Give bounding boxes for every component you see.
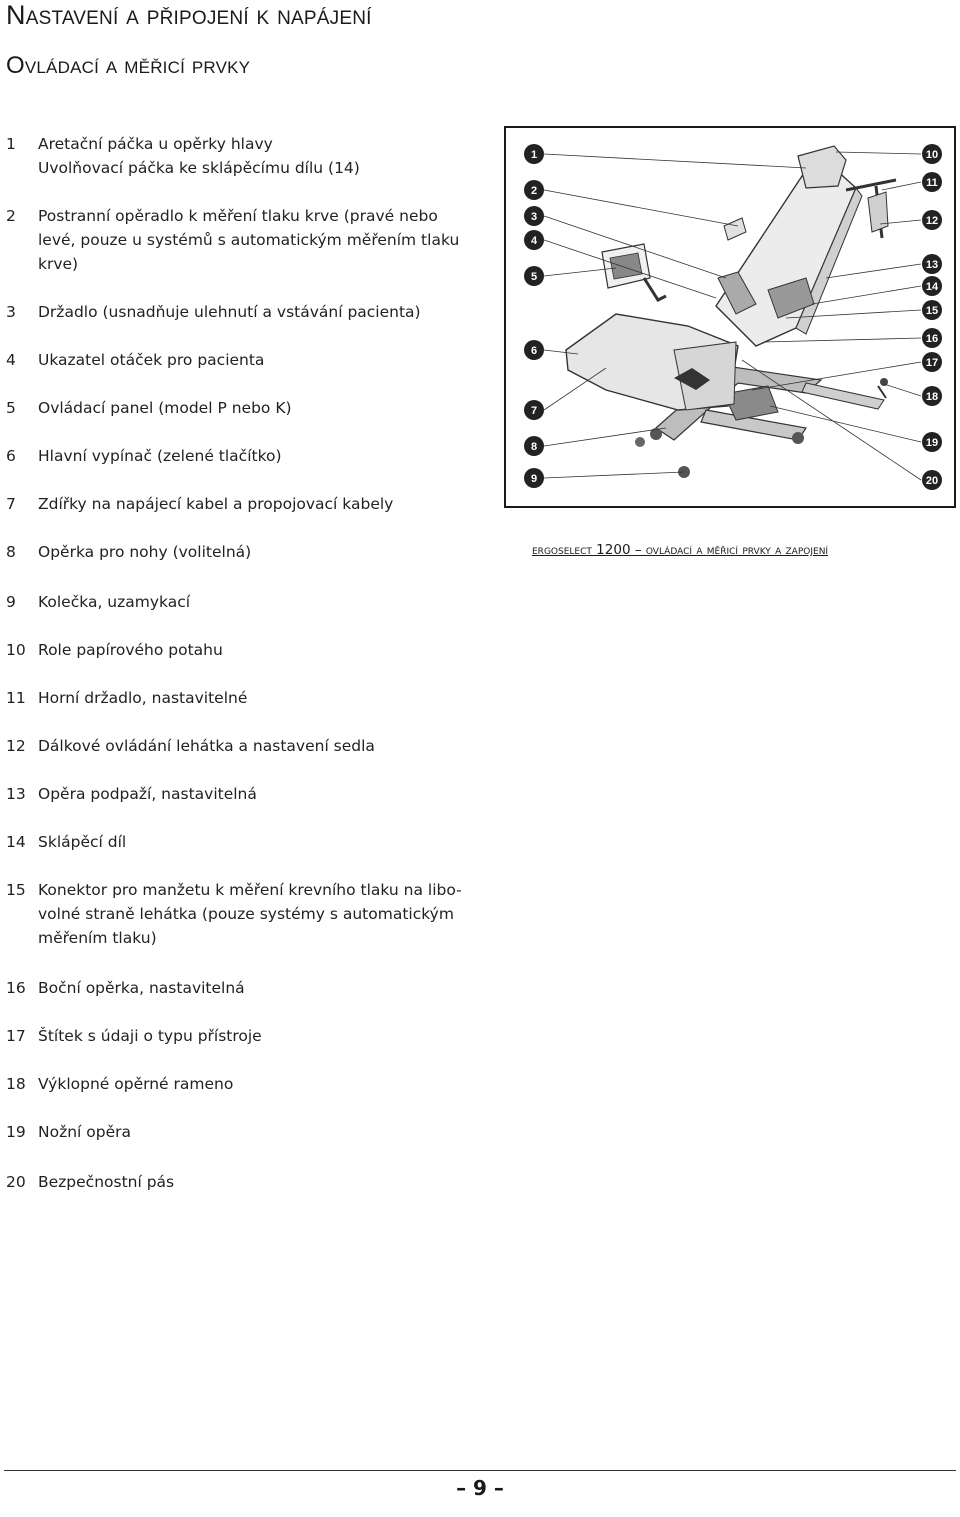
callout-label: 1 <box>530 149 538 161</box>
legend-item-line: Uvolňovací páčka ke sklápěcímu dílu (14) <box>38 159 360 177</box>
legend-item-text <box>38 976 468 1000</box>
callout-leader-line <box>742 360 921 480</box>
legend-item-text <box>38 734 468 758</box>
legend-item-line: Bezpečnostní pás <box>38 1173 175 1191</box>
legend-item-text <box>38 590 468 614</box>
callout-label: 3 <box>530 211 538 223</box>
legend-item-number: 14 <box>6 833 26 851</box>
legend-item-line: Opěrka pro nohy (volitelná) <box>38 543 252 561</box>
callout-12 <box>922 210 942 230</box>
legend-item-number: 13 <box>6 785 26 803</box>
callout-6 <box>524 340 544 360</box>
callout-14 <box>922 276 942 296</box>
legend-item-text <box>38 1120 468 1144</box>
callout-label: 10 <box>925 149 939 161</box>
page-title: Nastavení a připojení k napájení <box>6 0 372 30</box>
legend-item-text <box>38 492 468 516</box>
legend-item-number: 2 <box>6 207 16 225</box>
legend-item-line: měřením tlaku) <box>38 929 157 947</box>
callout-2 <box>524 180 544 200</box>
callout-leader-line <box>812 286 921 304</box>
legend-item-line: Hlavní vypínač (zelené tlačítko) <box>38 447 282 465</box>
legend-item-line: Postranní opěradlo k měření tlaku krve (pravé nebo <box>38 207 438 225</box>
legend-item-number: 8 <box>6 543 16 561</box>
callout-leader-line <box>544 428 666 446</box>
legend-item-number: 11 <box>6 689 26 707</box>
legend-item-text <box>38 300 468 324</box>
legend-item-text <box>38 132 468 180</box>
section-title: Ovládací a měřicí prvky <box>6 52 251 79</box>
callout-label: 6 <box>530 345 538 357</box>
callouts-left <box>524 144 544 488</box>
legend-item-number: 6 <box>6 447 16 465</box>
callout-11 <box>922 172 942 192</box>
legend-item-line: Opěra podpaží, nastavitelná <box>38 785 257 803</box>
legend-item-text <box>38 540 468 564</box>
legend-item-text <box>38 878 468 950</box>
legend-item-text <box>38 348 468 372</box>
legend-item-number: 1 <box>6 135 16 153</box>
legend-item-line: volné straně lehátka (pouze systémy s automatickým <box>38 905 454 923</box>
callout-leader-line <box>882 182 921 190</box>
legend-item-number: 18 <box>6 1075 26 1093</box>
callout-leader-line <box>836 152 921 154</box>
callout-label: 15 <box>925 305 939 317</box>
ergometer-drawing <box>566 146 896 478</box>
legend-item-number: 7 <box>6 495 16 513</box>
callout-label: 12 <box>925 215 939 227</box>
legend-item-text <box>38 1024 468 1048</box>
device-figure <box>504 126 956 508</box>
callout-9 <box>524 468 544 488</box>
callout-label: 2 <box>530 185 538 197</box>
legend-item-line: Boční opěrka, nastavitelná <box>38 979 245 997</box>
callout-4 <box>524 230 544 250</box>
legend-item-text <box>38 396 468 420</box>
legend-item-line: Ukazatel otáček pro pacienta <box>38 351 265 369</box>
callout-label: 20 <box>925 475 939 487</box>
legend-item-text <box>38 638 468 662</box>
legend-item-number: 16 <box>6 979 26 997</box>
footer-divider <box>4 1470 956 1471</box>
callout-label: 5 <box>530 271 538 283</box>
callout-label: 18 <box>925 391 939 403</box>
legend-item-text <box>38 686 468 710</box>
callout-1 <box>524 144 544 164</box>
callout-13 <box>922 254 942 274</box>
callout-label: 8 <box>530 441 538 453</box>
callout-leader-line <box>884 384 921 396</box>
legend-item-number: 4 <box>6 351 16 369</box>
callout-label: 19 <box>925 437 939 449</box>
legend-item-text <box>38 782 468 806</box>
callout-leader-line <box>544 472 684 478</box>
callout-17 <box>922 352 942 372</box>
callout-leader-line <box>544 154 806 168</box>
callout-16 <box>922 328 942 348</box>
legend-item-text <box>38 444 468 468</box>
legend-item-number: 15 <box>6 881 26 899</box>
legend-item-line: Štítek s údaji o typu přístroje <box>38 1027 262 1045</box>
callout-label: 4 <box>530 235 538 247</box>
legend-item-text <box>38 1072 468 1096</box>
legend-item-line: Sklápěcí díl <box>38 833 127 851</box>
callouts-right <box>922 144 942 490</box>
legend-item-text <box>38 830 468 854</box>
callout-10 <box>922 144 942 164</box>
legend-item-number: 5 <box>6 399 16 417</box>
legend-item-number: 17 <box>6 1027 26 1045</box>
legend-item-line: Zdířky na napájecí kabel a propojovací kabely <box>38 495 394 513</box>
callout-label: 14 <box>925 281 939 293</box>
legend-item-number: 12 <box>6 737 26 755</box>
legend-item-line: Konektor pro manžetu k měření krevního tlaku na libo- <box>38 881 462 899</box>
legend-item-line: Dálkové ovládání lehátka a nastavení sedla <box>38 737 375 755</box>
legend-item-number: 19 <box>6 1123 26 1141</box>
legend-item-line: Kolečka, uzamykací <box>38 593 191 611</box>
legend-item-number: 20 <box>6 1173 26 1191</box>
legend-item-line: Ovládací panel (model P nebo K) <box>38 399 292 417</box>
callout-label: 7 <box>530 405 538 417</box>
legend-item-line: Nožní opěra <box>38 1123 131 1141</box>
callout-19 <box>922 432 942 452</box>
callout-8 <box>524 436 544 456</box>
callout-15 <box>922 300 942 320</box>
callout-label: 9 <box>530 473 538 485</box>
callout-label: 13 <box>925 259 939 271</box>
legend-item-line: Držadlo (usnadňuje ulehnutí a vstávání pacienta) <box>38 303 421 321</box>
callout-7 <box>524 400 544 420</box>
callout-5 <box>524 266 544 286</box>
callout-20 <box>922 470 942 490</box>
callout-leader-line <box>826 264 921 278</box>
legend-item-number: 3 <box>6 303 16 321</box>
callout-label: 11 <box>926 177 938 189</box>
legend-item-line: krve) <box>38 255 79 273</box>
legend-item-line: Výklopné opěrné rameno <box>38 1075 234 1093</box>
legend-item-text <box>38 204 468 276</box>
figure-caption: ergoselect 1200 – ovládací a měřicí prvky a zapojení <box>532 542 829 558</box>
legend-item-line: levé, pouze u systémů s automatickým měřením tlaku <box>38 231 460 249</box>
legend-item-line: Role papírového potahu <box>38 641 223 659</box>
callout-leader-line <box>764 338 921 342</box>
legend-item-number: 9 <box>6 593 16 611</box>
page-number: – 9 – <box>456 1476 504 1500</box>
legend-item-number: 10 <box>6 641 26 659</box>
legend-item-text <box>38 1170 468 1194</box>
callout-3 <box>524 206 544 226</box>
legend-item-line: Horní držadlo, nastavitelné <box>38 689 248 707</box>
legend-item-line: Aretační páčka u opěrky hlavy <box>38 135 273 153</box>
callout-leader-line <box>544 190 738 226</box>
callout-18 <box>922 386 942 406</box>
ergometer-illustration <box>506 128 954 506</box>
callout-label: 17 <box>925 357 939 369</box>
callout-label: 16 <box>925 333 939 345</box>
